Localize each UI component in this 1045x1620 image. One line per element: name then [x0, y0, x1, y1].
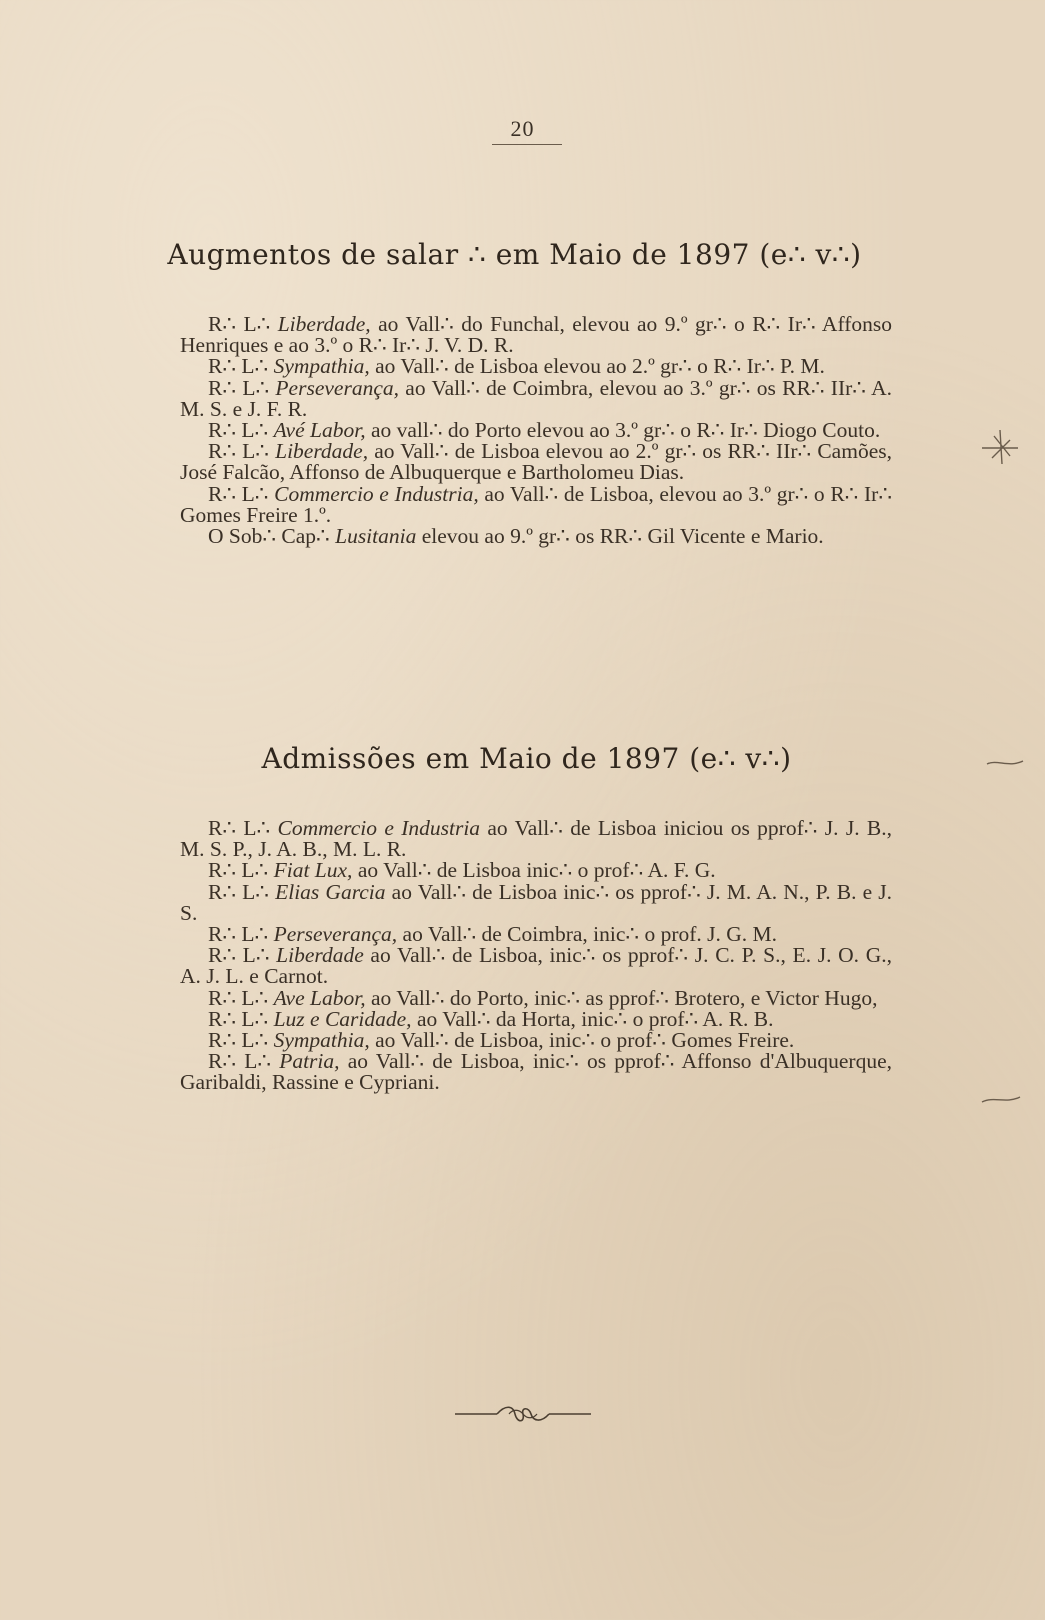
lodge-name: Perseverança,: [273, 922, 398, 947]
lodge-name: Liberdade,: [277, 312, 371, 336]
lodge-name: Patria,: [279, 1049, 340, 1074]
entry-text: ao Vall∴ de Lisboa inic∴ o prof∴ A. F. G.: [352, 858, 716, 883]
entry-paragraph: [180, 375, 892, 421]
entry-prefix: O Sob∴ Cap∴: [208, 524, 336, 549]
lodge-name: Commercio e Industria: [277, 816, 481, 840]
lodge-name: Commercio e Industria,: [274, 481, 479, 506]
entry-text: ao Vall∴ de Coimbra, elevou ao 3.º gr∴ os RR∴ IIr∴ A. M. S. e J. F. R.: [180, 375, 892, 421]
entry-prefix: R∴ L∴: [208, 816, 278, 840]
margin-ornament-lower: [980, 1092, 1022, 1108]
section-augmentos-body: [180, 314, 892, 547]
entry-text: ao Vall∴ da Horta, inic∴ o prof∴ A. R. B.: [411, 1006, 774, 1031]
entry-paragraph: [180, 526, 892, 547]
entry-text: ao Vall∴ de Lisboa, inic∴ o prof∴ Gomes Freire.: [369, 1028, 795, 1053]
entry-paragraph: [180, 356, 892, 377]
entry-prefix: R∴ L∴: [208, 879, 276, 904]
entry-paragraph: [180, 879, 892, 925]
entry-prefix: R∴ L∴: [208, 418, 274, 443]
entry-paragraph: [180, 1030, 892, 1051]
entry-text: ao Vall∴ de Lisboa, elevou ao 3.º gr∴ o R∴ Ir∴ Gomes Freire 1.º.: [180, 481, 892, 527]
entry-paragraph: [180, 945, 892, 987]
end-ornament: [0, 1403, 1045, 1430]
lodge-name: Fiat Lux,: [273, 858, 353, 883]
entry-prefix: R∴ L∴: [208, 1049, 280, 1074]
entry-paragraph: [180, 481, 892, 527]
entry-paragraph: [180, 1051, 892, 1093]
entry-text: ao Vall∴ de Lisboa iniciou os pprof∴ J. J. B., M. S. P., J. A. B., M. L. R.: [180, 816, 892, 862]
entry-text: ao Vall∴ de Coimbra, inic∴ o prof. J. G. M.: [397, 922, 778, 947]
entry-paragraph: [180, 818, 892, 860]
margin-ornament-middle: [985, 755, 1025, 771]
lodge-name: Sympathia,: [273, 1028, 370, 1053]
entry-text: ao Vall∴ de Lisboa elevou ao 2.º gr∴ os RR∴ IIr∴ Camões, José Falcão, Affonso de Albuquerque e Bartholomeu Dias.: [180, 439, 892, 485]
page-number-rule: [492, 144, 562, 145]
lodge-name: Liberdade: [276, 943, 364, 968]
entry-prefix: R∴ L∴: [208, 1028, 274, 1053]
entry-prefix: R∴ L∴: [208, 354, 274, 379]
entry-paragraph: [180, 420, 892, 441]
lodge-name: Lusitania: [335, 524, 417, 549]
entry-prefix: R∴ L∴: [208, 439, 276, 464]
section-admissoes-body: [180, 818, 892, 1094]
lodge-name: Ave Labor,: [273, 985, 366, 1010]
lodge-name: Sympathia,: [273, 354, 370, 379]
entry-text: ao Vall∴ de Lisboa, inic∴ os pprof∴ J. C. P. S., E. J. O. G., A. J. L. e Carnot.: [180, 943, 892, 989]
entry-prefix: R∴ L∴: [208, 481, 275, 506]
page-number: 20: [510, 116, 535, 141]
lodge-name: Luz e Caridade,: [273, 1006, 412, 1031]
margin-ornament-upper: [980, 418, 1020, 468]
lodge-name: Avé Labor,: [273, 418, 366, 443]
entry-text: ao Vall∴ do Funchal, elevou ao 9.º gr∴ o R∴ Ir∴ Affonso Henriques e ao 3.º o R∴ Ir∴ J. V. D. R.: [180, 312, 892, 358]
entry-text: ao Vall∴ de Lisboa, inic∴ os pprof∴ Affonso d'Albuquerque, Garibaldi, Rassine e Cypriani.: [180, 1049, 892, 1095]
entry-prefix: R∴ L∴: [208, 943, 277, 968]
entry-prefix: R∴ L∴: [208, 922, 274, 947]
entry-paragraph: [180, 441, 892, 483]
entry-text: ao Vall∴ de Lisboa elevou ao 2.º gr∴ o R∴ Ir∴ P. M.: [369, 354, 825, 379]
entry-paragraph: [180, 985, 892, 1010]
section-title-admissoes: Admissões em Maio de 1897 (e∴ v∴): [261, 742, 792, 775]
entry-text: ao Vall∴ de Lisboa inic∴ os pprof∴ J. M. A. N., P. B. e J. S.: [180, 879, 892, 925]
section-title-augmentos: Augmentos de salar ∴ em Maio de 1897 (e∴ v∴): [167, 238, 862, 271]
lodge-name: Perseverança,: [275, 375, 399, 400]
entry-text: ao Vall∴ do Porto, inic∴ as pprof∴ Brotero, e Victor Hugo,: [365, 985, 878, 1010]
entry-prefix: R∴ L∴: [208, 1006, 274, 1031]
entry-paragraph: [180, 924, 892, 945]
lodge-name: Liberdade,: [275, 439, 369, 464]
entry-text: ao vall∴ do Porto elevou ao 3.º gr∴ o R∴ Ir∴ Diogo Couto.: [365, 418, 881, 443]
entry-paragraph: [180, 860, 892, 881]
lodge-name: Elias Garcia: [275, 879, 386, 904]
entry-prefix: R∴ L∴: [208, 985, 274, 1010]
entry-text: elevou ao 9.º gr∴ os RR∴ Gil Vicente e Mario.: [416, 524, 824, 549]
entry-paragraph: [180, 1006, 892, 1031]
entry-prefix: R∴ L∴: [208, 312, 278, 336]
entry-prefix: R∴ L∴: [208, 858, 274, 883]
entry-prefix: R∴ L∴: [208, 375, 276, 400]
entry-paragraph: [180, 314, 892, 356]
